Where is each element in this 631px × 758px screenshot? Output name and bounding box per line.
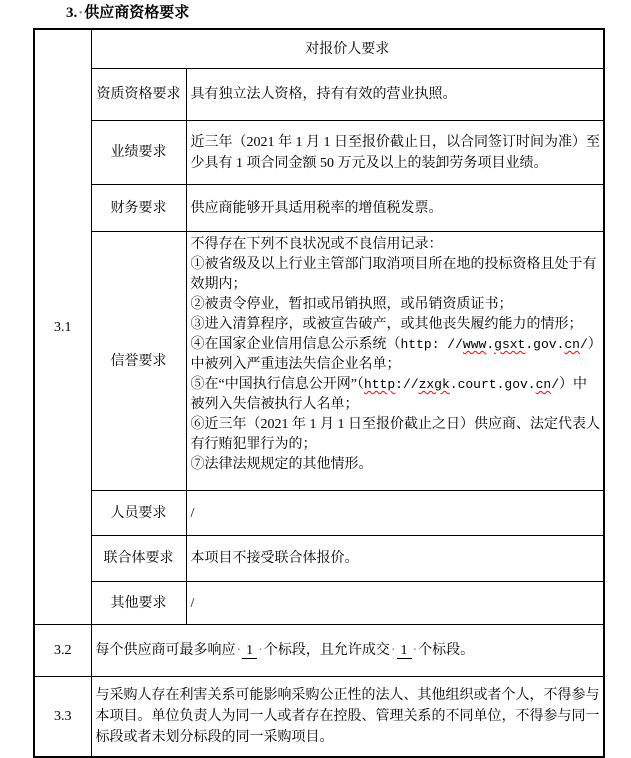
section-number-3-3: 3.3 bbox=[34, 677, 91, 758]
content-qualification: 具有独立法人资格，持有有效的营业执照。 bbox=[186, 69, 604, 121]
header-bidder-requirements: 对报价人要求 bbox=[91, 29, 604, 69]
table-row-financial bbox=[34, 185, 604, 232]
url-gsxt-seg: . bbox=[486, 337, 495, 352]
content-3-2-seg: 个标段。 bbox=[418, 643, 475, 658]
content-3-3: 与采购人存在利害关系可能影响采购公正性的法人、其他组织或者个人，不得参与本项目。单位负责人为同一人或者存在控股、管理关系的不同单位，不得参与同一标段或者未划分标段的同一采购项目。 bbox=[91, 677, 604, 758]
section-number-3-2: 3.2 bbox=[34, 625, 91, 677]
credit-item-5-pre: ⑤在“中国执行信息公开网”（ bbox=[190, 377, 364, 392]
label-performance: 业绩要求 bbox=[91, 121, 186, 185]
credit-intro: 不得存在下列不良状况或不良信用记录： bbox=[190, 237, 443, 252]
page-title bbox=[66, 3, 189, 23]
credit-item-7: ⑦法律法规规定的其他情形。 bbox=[190, 457, 373, 472]
url-gsxt-seg: http: // bbox=[400, 337, 463, 352]
url-gsxt-seg: .gov. bbox=[525, 337, 565, 352]
credit-item-2: ②被责令停业，暂扣或吊销执照，或吊销资质证书； bbox=[190, 297, 513, 312]
title-number: 3. bbox=[66, 5, 78, 21]
url-zxgk-seg-misspelled: zxgk bbox=[418, 377, 450, 392]
credit-item-4 bbox=[191, 335, 602, 375]
url-zxgk-seg-misspelled: http bbox=[363, 377, 396, 392]
space-format-mark-icon: · bbox=[236, 643, 242, 658]
credit-item-5 bbox=[191, 375, 602, 415]
url-gsxt-seg: / bbox=[579, 337, 588, 352]
credit-item-4-post: ）中被列入严重违法失信企业名单； bbox=[190, 337, 595, 372]
label-financial: 财务要求 bbox=[91, 185, 186, 232]
label-credit: 信誉要求 bbox=[91, 232, 186, 491]
section-number-3-1: 3.1 bbox=[34, 29, 91, 625]
url-gsxt-seg-misspelled: cn bbox=[564, 337, 580, 352]
content-credit bbox=[186, 232, 604, 491]
table-row-consortium bbox=[34, 536, 604, 582]
credit-item-4-pre: ④在国家企业信用信息公示系统（ bbox=[190, 337, 401, 352]
table-row-qualification bbox=[34, 69, 604, 121]
table-row-performance bbox=[34, 121, 604, 185]
requirements-table bbox=[33, 28, 605, 758]
table-row-personnel bbox=[34, 491, 604, 536]
content-consortium: 本项目不接受联合体报价。 bbox=[186, 536, 604, 582]
url-zxgk bbox=[364, 377, 559, 392]
credit-item-3: ③进入清算程序，或被宣告破产，或其他丧失履约能力的情形； bbox=[190, 317, 583, 332]
credit-item-5-post: ）中被列入失信被执行人名单； bbox=[190, 377, 588, 412]
content-financial: 供应商能够开具适用税率的增值税发票。 bbox=[186, 185, 604, 232]
content-other: / bbox=[186, 582, 604, 625]
content-personnel: / bbox=[186, 491, 604, 536]
url-zxgk-seg-misspelled: cn bbox=[535, 377, 552, 392]
label-qualification: 资质资格要求 bbox=[91, 69, 186, 121]
url-gsxt-seg-misspelled: www bbox=[462, 337, 487, 352]
table-row-3-3 bbox=[34, 677, 604, 758]
table-row-3-2 bbox=[34, 625, 604, 677]
url-zxgk-seg: / bbox=[551, 377, 560, 392]
content-3-2-seg: 每个供应商可最多响应 bbox=[95, 643, 236, 658]
lot-count-respond: 1 bbox=[242, 643, 257, 659]
space-format-mark-icon: · bbox=[390, 643, 396, 658]
lot-count-award: 1 bbox=[397, 643, 412, 659]
content-3-2-seg: 个标段，且允许成交 bbox=[263, 643, 390, 658]
label-other: 其他要求 bbox=[91, 582, 186, 625]
content-3-2 bbox=[91, 625, 604, 677]
label-consortium: 联合体要求 bbox=[91, 536, 186, 582]
table-row-header bbox=[34, 29, 604, 69]
table-row-credit bbox=[34, 232, 604, 491]
credit-item-6: ⑥近三年（2021 年 1 月 1 日至报价截止之日）供应商、法定代表人有行贿犯罪行为的； bbox=[190, 417, 600, 452]
table-row-other bbox=[34, 582, 604, 625]
url-zxgk-seg: .court.gov. bbox=[449, 377, 536, 392]
space-format-mark-icon: · bbox=[412, 643, 418, 658]
space-format-mark-icon: · bbox=[78, 5, 84, 21]
url-gsxt bbox=[401, 337, 588, 352]
label-personnel: 人员要求 bbox=[91, 491, 186, 536]
space-format-mark-icon: · bbox=[258, 643, 263, 658]
title-text: 供应商资格要求 bbox=[84, 5, 190, 21]
content-performance: 近三年（2021 年 1 月 1 日至报价截止日，以合同签订时间为准）至少具有 1 项合同金额 50 万元及以上的装卸劳务项目业绩。 bbox=[186, 121, 604, 185]
credit-item-1: ①被省级及以上行业主管部门取消项目所在地的投标资格且处于有效期内； bbox=[190, 257, 597, 292]
url-gsxt-seg-misspelled: gsxt bbox=[494, 337, 526, 352]
url-zxgk-seg: :// bbox=[395, 377, 419, 392]
